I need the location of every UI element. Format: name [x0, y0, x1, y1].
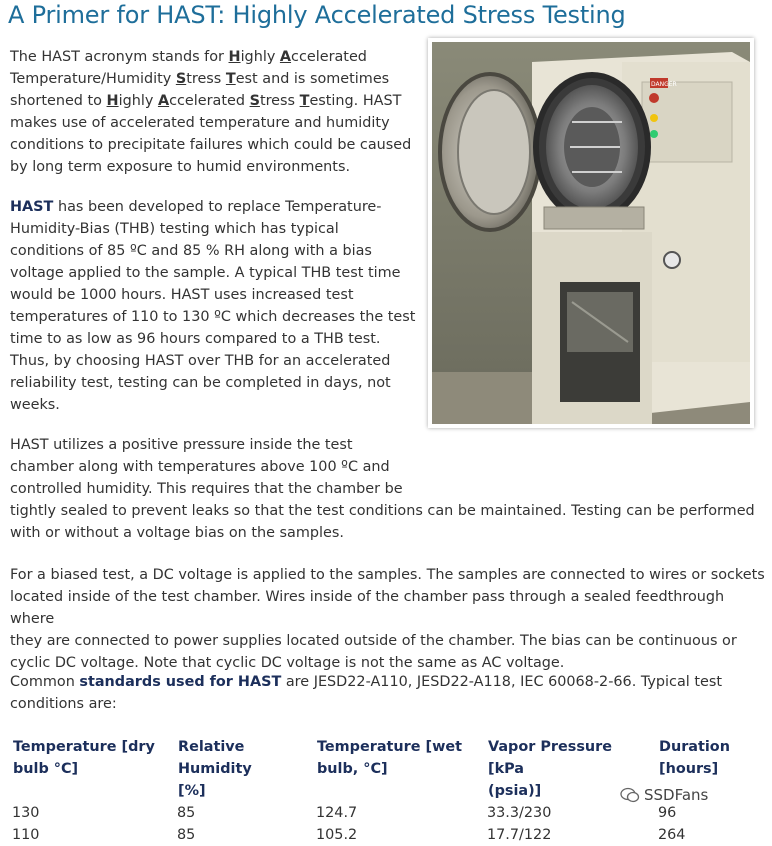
cell: 264: [658, 827, 686, 843]
table-row: [10, 802, 743, 824]
hast-paragraph: HAST has been developed to replace Temperature- Humidity-Bias (THB) testing which has typical conditions of 85 ºC and 85 % RH along with a bias voltage applied to the sample. A typical THB test time would be 1000 hours. HAST uses increased test temperatures of 110 to 130 ºC which decreases the test time to as low as 96 hours compared to a THB test. Thus, by choosing HAST over THB for an accelerated reliability test, testing can be completed in days, not weeks.: [10, 199, 416, 413]
header-duration: Duration [hours]: [659, 739, 730, 777]
standards-link: standards used for HAST: [79, 674, 282, 690]
cell: 96: [658, 805, 677, 821]
standards-paragraph: Common standards used for HAST are JESD22-A110, JESD22-A118, IEC 60068-2-66. Typical test conditions are:: [10, 674, 722, 712]
cell: 124.7: [316, 805, 358, 821]
header-wet-bulb: Temperature [wet bulb, °C]: [317, 739, 463, 777]
bias-paragraph: For a biased test, a DC voltage is applied to the samples. The samples are connected to wires or sockets located inside of the test chamber. Wires inside of the chamber pass through a sealed feedthrough where they are connected to power supplies located outside of the chamber. The bias can be continuous or cyclic DC voltage. Note that cyclic DC voltage is not the same as AC voltage.: [10, 567, 765, 671]
intro-paragraph: The HAST acronym stands for Highly Accelerated Temperature/Humidity Stress Test and is sometimes shortened to Highly Accelerated Stress Testing. HAST makes use of accelerated temperature and humidity conditions to precipitate failures which could be caused by long term exposure to humid environments.: [10, 49, 412, 175]
header-vapor-pressure: Vapor Pressure [kPa (psia)]: [488, 739, 612, 799]
hast-bold: HAST: [10, 199, 54, 215]
cell: 105.2: [316, 827, 358, 843]
cell: 85: [177, 805, 196, 821]
page-title: A Primer for HAST: Highly Accelerated Stress Testing: [8, 1, 626, 29]
pressure-paragraph: HAST utilizes a positive pressure inside the test chamber along with temperatures above 100 ºC and controlled humidity. This requires that the chamber be tightly sealed to prevent leaks so that the test conditions can be maintained. Testing can be performed with or without a voltage bias on the samples.: [10, 437, 755, 541]
watermark: [620, 786, 708, 804]
cell: 33.3/230: [487, 805, 552, 821]
table-row: [10, 824, 743, 846]
wechat-icon: [620, 787, 640, 803]
watermark-text: SSDFans: [644, 786, 709, 804]
hast-chamber-photo: [428, 38, 754, 428]
header-humidity: Relative Humidity [%]: [178, 739, 252, 799]
cell: 17.7/122: [487, 827, 552, 843]
cell: 85: [177, 827, 196, 843]
cell: 130: [12, 805, 40, 821]
header-dry-bulb: Temperature [dry bulb °C]: [13, 739, 155, 777]
cell: 110: [12, 827, 40, 843]
danger-text: DANGER: [651, 81, 677, 88]
